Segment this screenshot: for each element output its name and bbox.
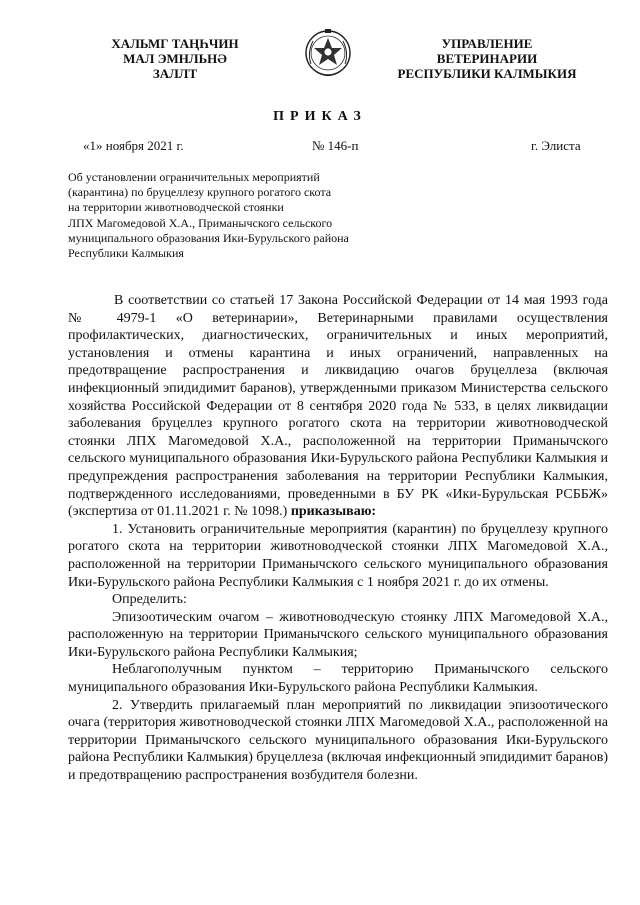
issuer-kalmyk-line: МАЛ ЭМНЛЬНӘ	[123, 51, 227, 66]
unfavorable-point-paragraph: Неблагополучным пунктом – территорию Приманычского сельского муниципального образования Ики-Бурульского района Республики Калмыкия.	[68, 662, 608, 696]
clause-2-paragraph: 2. Утвердить прилагаемый план мероприятий по ликвидации эпизоотического очага (территория животноводческой стоянки ЛПХ Магомедовой Х.А., расположенной на территории Приманычского сельского муниципального образования Ики-Бурульского района Республики Калмыкия) бруцеллеза (включая инфекционный эпидидимит баранов) и предотвращению распространения возбудителя болезни.	[68, 697, 608, 784]
issuer-russian-line: УПРАВЛЕНИЕ	[441, 36, 533, 51]
subject-line: Республики Калмыкия	[68, 246, 184, 261]
clause-1-paragraph: 1. Установить ограничительные мероприятия (карантин) по бруцеллезу крупного рогатого скота на территории животноводческой стоянки ЛПХ Магомедовой Х.А., расположенной на территории Приманычского сельского муниципального образования Ики-Бурульского района Республики Калмыкия с 1 ноября 2021 г. до их отмены.	[68, 521, 608, 590]
issuer-kalmyk-line: ХАЛЬМГ ТАҢҺЧИН	[111, 36, 239, 51]
order-subject	[68, 170, 368, 261]
issuer-russian-line: ВЕТЕРИНАРИИ	[436, 51, 538, 66]
issuer-name-kalmyk	[75, 36, 275, 81]
issuer-russian-line: РЕСПУБЛИКИ КАЛМЫКИЯ	[397, 66, 577, 81]
subject-line: на территории животноводческой стоянки	[68, 200, 284, 215]
order-directive: приказываю:	[290, 504, 377, 520]
subject-line: (карантина) по бруцеллезу крупного рогатого скота	[68, 185, 332, 200]
issuer-name-russian	[382, 36, 592, 81]
issuer-kalmyk-line: ЗАЛЛТ	[152, 66, 198, 81]
define-paragraph: Определить:	[112, 592, 187, 608]
preamble-paragraph	[68, 292, 608, 521]
coat-of-arms-icon	[303, 26, 353, 82]
preamble-text: В соответствии со статьей 17 Закона Российской Федерации от 14 мая 1993 года № 4979-1 «О ветеринарии», Ветеринарными правилами осуществления профилактических, диагностических, ограничительных и иных мероприятий, установления и отмены карантина и иных ограничений, направленных на предотвращение распространения и ликвидацию очагов бруцеллеза (включая инфекционный эпидидимит баранов), утвержденными приказом Министерства сельского хозяйства Российской Федерации от 8 сентября 2020 года № 533, в целях ликвидации заболевания бруцеллез крупного рогатого скота на территории животноводческой стоянки ЛПХ Магомедовой Х.А., расположенной на территории Приманычского сельского муниципального образования Ики-Бурульского района Республики Калмыкия и предупреждения распространения заболевания на территории Республики Калмыкия, подтвержденного исследованиями, проведенными в БУ РК «Ики-Бурульская РСББЖ» (экспертиза от 01.11.2021 г. № 1098.)	[68, 293, 608, 520]
order-number: № 146-п	[312, 138, 359, 153]
subject-line: ЛПХ Магомедовой Х.А., Приманычского сельского	[68, 215, 333, 230]
focus-definition-paragraph: Эпизоотическим очагом – животноводческую стоянку ЛПХ Магомедовой Х.А., расположенную на территории Приманычского сельского муниципального образования Ики-Бурульского района Республики Калмыкия;	[68, 609, 608, 660]
document-title: ПРИКАЗ	[273, 109, 367, 124]
order-date: «1» ноября 2021 г.	[83, 138, 184, 153]
order-body	[68, 292, 608, 785]
subject-line: муниципального образования Ики-Бурульского района	[68, 230, 349, 245]
subject-line: Об установлении ограничительных мероприятий	[68, 170, 320, 184]
order-city: г. Элиста	[531, 138, 581, 153]
